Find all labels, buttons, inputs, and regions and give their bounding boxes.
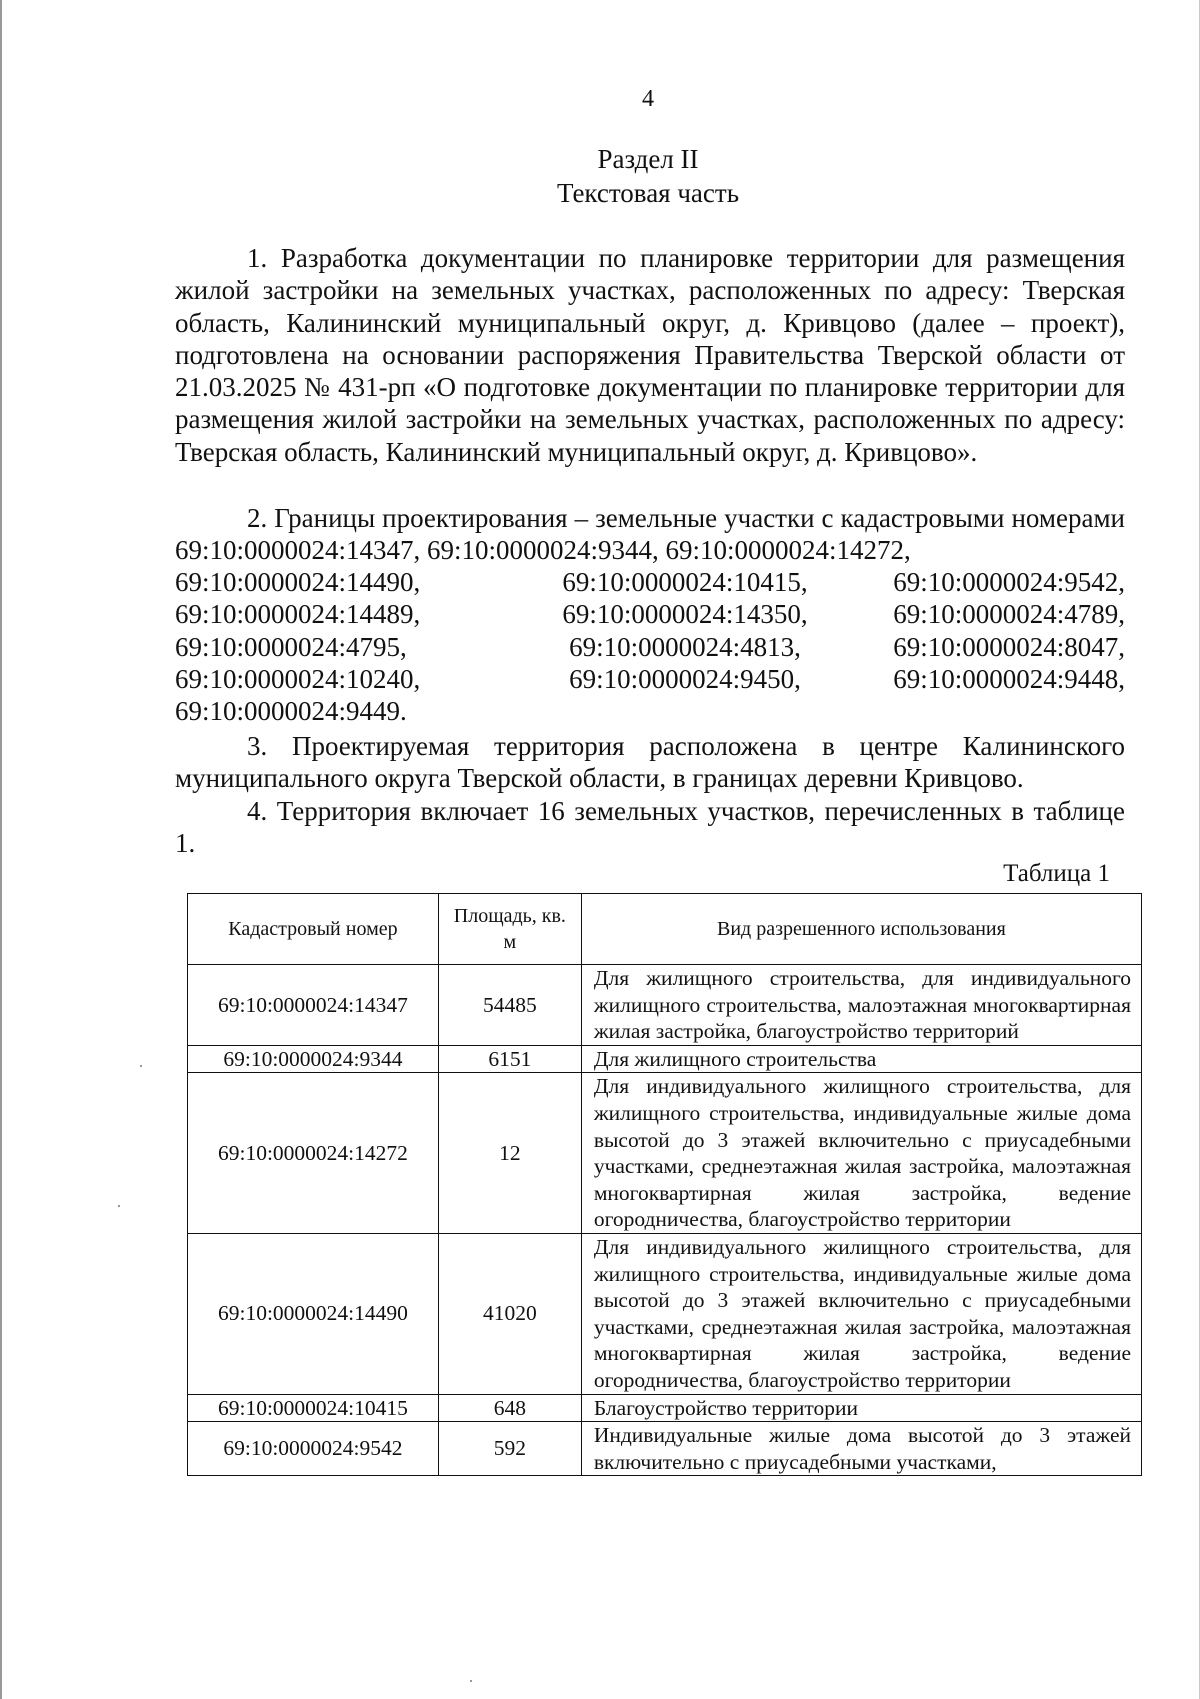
table-row — [188, 1073, 1142, 1234]
table-row — [188, 1045, 1142, 1073]
cell-area: 54485 — [438, 965, 581, 1046]
cell-cadastral: 69:10:0000024:14347 — [188, 965, 439, 1046]
cadastral-number: 69:10:0000024:14490, — [175, 567, 421, 597]
cell-area: 12 — [438, 1073, 581, 1234]
cell-area: 592 — [438, 1422, 581, 1476]
section-title: Раздел II — [597, 144, 699, 174]
table-label: Таблица 1 — [1003, 860, 1110, 887]
cadastral-row — [175, 663, 1125, 695]
cell-cadastral: 69:10:0000024:9344 — [188, 1045, 439, 1073]
cell-use: Для индивидуального жилищного строительства, для жилищного строительства, индивидуальные жилые дома высотой до 3 этажей включительно с приусадебными участками, среднеэтажная жилая застройка, малоэтажная многоквартирная жилая застройка, ведение огородничества, благоустройство территории — [581, 1073, 1141, 1234]
cell-use: Индивидуальные жилые дома высотой до 3 этажей включительно с приусадебными участками, — [581, 1422, 1141, 1476]
cadastral-number — [535, 695, 835, 727]
cell-cadastral: 69:10:0000024:14490 — [188, 1233, 439, 1394]
cell-use: Для жилищного строительства, для индивидуального жилищного строительства, малоэтажная многоквартирная жилая застройка, благоустройство территорий — [581, 965, 1141, 1046]
cadastral-row — [175, 598, 1125, 630]
cadastral-number: 69:10:0000024:4813, — [569, 631, 801, 662]
cell-cadastral: 69:10:0000024:10415 — [188, 1394, 439, 1422]
cadastral-number: 69:10:0000024:14489, — [175, 599, 421, 630]
scan-left-edge — [0, 0, 2, 1699]
cell-use: Для индивидуального жилищного строительства, для жилищного строительства, индивидуальные жилые дома высотой до 3 этажей включительно с приусадебными участками, среднеэтажная жилая застройка, малоэтажная многоквартирная жилая застройка, ведение огородничества, благоустройство территории — [581, 1233, 1141, 1394]
cell-cadastral: 69:10:0000024:14272 — [188, 1073, 439, 1234]
cell-area: 41020 — [438, 1233, 581, 1394]
table-header-row — [188, 894, 1142, 965]
cadastral-number — [835, 695, 1125, 727]
header-cadastral: Кадастровый номер — [188, 894, 439, 965]
paragraph-4-text: 4. Территория включает 16 земельных участков, перечисленных в таблице 1. — [175, 796, 1125, 859]
cadastral-number: 69:10:0000024:8047, — [893, 631, 1125, 662]
table-row — [188, 1233, 1142, 1394]
paragraph-2-text: 2. Границы проектирования – земельные участки с кадастровыми номерами 69:10:0000024:14347, 69:10:0000024:9344, 69:10:0000024:14272, — [175, 503, 1125, 566]
paragraph-2-intro — [175, 502, 1125, 567]
cadastral-number: 69:10:0000024:9449. — [175, 696, 407, 727]
cadastral-row — [175, 566, 1125, 598]
cadastral-number: 69:10:0000024:10415, — [562, 567, 808, 597]
paragraph-1-text: 1. Разработка документации по планировке территории для размещения жилой застройки на земельных участках, расположенных по адресу: Тверская область, Калининский муниципальный округ, д. Кривцово (далее – проект), подготовлена на основании распоряжения Правительства Тверской области от 21.03.2025 № 431-рп «О подготовке документации по планировке территории для размещения жилой застройки на земельных участках, расположенных по адресу: Тверская область, Калининский муниципальный округ, д. Кривцово». — [175, 243, 1125, 467]
cadastral-number-list — [175, 566, 1125, 727]
table-row — [188, 965, 1142, 1046]
cadastral-row — [175, 695, 1125, 727]
cell-use: Благоустройство территории — [581, 1394, 1141, 1422]
paragraph-4 — [175, 795, 1125, 860]
cadastral-number: 69:10:0000024:9542, — [893, 567, 1125, 597]
scan-speck — [470, 1680, 472, 1682]
cadastral-number: 69:10:0000024:14350, — [562, 599, 808, 630]
table-row — [188, 1394, 1142, 1422]
land-plots-table — [187, 893, 1142, 1476]
cadastral-number: 69:10:0000024:10240, — [175, 663, 421, 694]
section-subtitle: Текстовая часть — [556, 178, 740, 208]
paragraph-3 — [175, 730, 1125, 795]
page-number: 4 — [642, 86, 654, 112]
scan-speck — [140, 1065, 142, 1067]
cell-use: Для жилищного строительства — [581, 1045, 1141, 1073]
cadastral-number: 69:10:0000024:9450, — [569, 663, 801, 694]
table-row — [188, 1422, 1142, 1476]
cell-cadastral: 69:10:0000024:9542 — [188, 1422, 439, 1476]
scan-speck — [118, 1205, 120, 1207]
cadastral-number: 69:10:0000024:4795, — [175, 631, 407, 662]
cell-area: 6151 — [438, 1045, 581, 1073]
cadastral-number: 69:10:0000024:4789, — [893, 599, 1125, 630]
cadastral-row — [175, 631, 1125, 663]
header-area: Площадь, кв. м — [438, 894, 581, 965]
cadastral-number: 69:10:0000024:9448, — [893, 663, 1125, 694]
paragraph-3-text: 3. Проектируемая территория расположена в центре Калининского муниципального округа Тверской области, в границах деревни Кривцово. — [175, 731, 1125, 794]
cell-area: 648 — [438, 1394, 581, 1422]
header-use: Вид разрешенного использования — [581, 894, 1141, 965]
paragraph-1 — [175, 242, 1125, 468]
